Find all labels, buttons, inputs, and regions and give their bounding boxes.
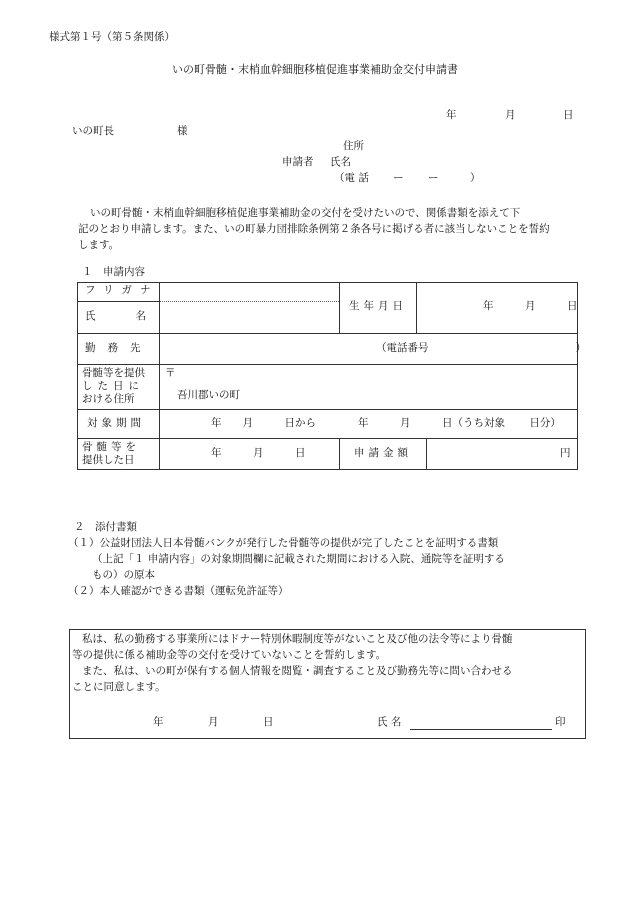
applicant-address-label: 住所	[343, 140, 364, 152]
period-label: 対象期間	[87, 417, 145, 429]
provided-date-label-2: 提供した日	[82, 454, 135, 466]
birthdate-label: 生年月日	[349, 300, 407, 312]
consent-year: 年	[153, 716, 164, 728]
intro-line-2: 記のとおり申請します。また、いの町暴力団排除条例第２条各号に掲げる者に該当しないことを誓約	[78, 223, 550, 235]
intro-line-3: します。	[78, 239, 120, 251]
form-title: いの町骨髄・末梢血幹細胞移植促進事業補助金交付申請書	[172, 63, 458, 76]
date-day: 日	[563, 109, 574, 121]
table-rule	[77, 301, 159, 302]
date-year: 年	[446, 109, 457, 121]
consent-name-label: 氏 名	[377, 716, 402, 728]
postal-mark: 〒	[165, 367, 176, 379]
section1-heading: １ 申請内容	[82, 266, 145, 278]
applicant-phone: （電 話 ー ー ）	[334, 172, 481, 184]
applicant-name-label: 氏名	[330, 156, 351, 168]
workplace-label: 勤務先	[85, 342, 153, 354]
donation-address-label-2: した日に	[82, 380, 144, 392]
consent-para2-line2: ことに同意します。	[72, 681, 166, 693]
consent-para1-line1: 私は、私の勤務する事業所にはドナー特別休暇制度等がないこと及び他の法令等により骨髄	[82, 633, 513, 645]
period-value[interactable]: 年 月 日から 年 月 日（うち対象 日分）	[211, 417, 561, 429]
addressee-honorific: 様	[177, 125, 188, 137]
provided-date-label-1: 骨髄等を	[82, 441, 140, 453]
table-rule	[77, 333, 578, 334]
donation-address-value[interactable]: 吾川郡いの町	[177, 389, 240, 401]
intro-line-1: いの町骨髄・末梢血幹細胞移植促進事業補助金の交付を受けたいので、関係書類を添えて下	[90, 207, 521, 219]
provided-date-value[interactable]: 年 月 日	[211, 447, 306, 459]
attachment-1-line-3: もの）の原本	[92, 569, 155, 581]
amount-label: 申請金額	[354, 447, 412, 459]
workplace-phone[interactable]: （電話番号 ）	[376, 342, 586, 354]
table-rule	[77, 364, 578, 365]
consent-day: 日	[263, 716, 274, 728]
attachment-2: （２）本人確認ができる書類（運転免許証等）	[68, 585, 289, 597]
addressee-name: いの町長	[72, 125, 114, 137]
name-label: 氏名	[85, 310, 186, 322]
form-number: 様式第１号（第５条関係）	[49, 31, 175, 43]
name-field[interactable]	[159, 302, 339, 333]
date-month: 月	[505, 109, 516, 121]
donation-address-label-1: 骨髄等を提供	[82, 367, 145, 379]
donation-address-label-3: おける住所	[82, 393, 135, 405]
consent-month: 月	[208, 716, 219, 728]
signature-line[interactable]	[410, 729, 552, 730]
birthdate-value[interactable]: 年 月 日	[483, 300, 578, 312]
attachment-1-line-2: （上記「１ 申請内容」の対象期間欄に記載された期間における入院、通院等を証明する	[92, 553, 505, 565]
furigana-label	[85, 284, 159, 298]
applicant-label: 申請者	[282, 156, 314, 168]
seal-mark: 印	[555, 716, 566, 728]
table-rule	[416, 282, 417, 333]
amount-unit: 円	[560, 447, 571, 459]
consent-para2-line1: また、私は、いの町が保有する個人情報を閲覧・調査すること及び勤務先等に問い合わせる	[82, 665, 513, 677]
table-rule	[77, 409, 578, 410]
furigana-label-text: フリガナ	[85, 284, 159, 296]
section2-heading: ２ 添付書類	[74, 521, 137, 533]
furigana-field[interactable]	[159, 283, 339, 301]
consent-para1-line2: 等の提供に係る補助金等の交付を受けていないことを誓約します。	[72, 649, 387, 661]
attachment-1-line-1: （１）公益財団法人日本骨髄バンクが発行した骨髄等の提供が完了したことを証明する書類	[68, 537, 499, 549]
amount-field[interactable]	[426, 439, 570, 470]
